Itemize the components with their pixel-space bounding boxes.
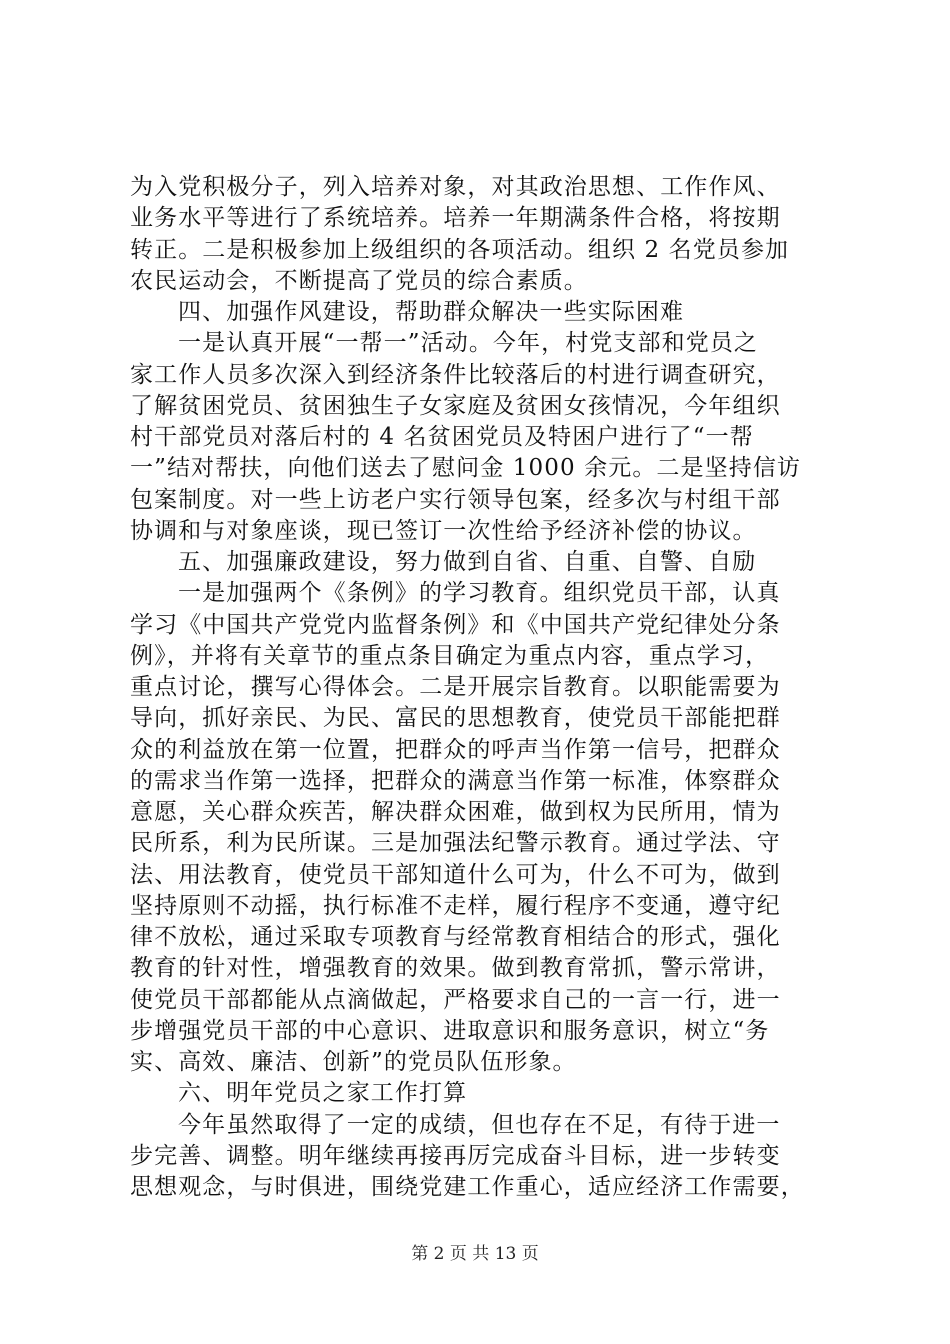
text-line: 一”结对帮扶，向他们送去了慰问金 1000 余元。二是坚持信访 xyxy=(130,455,802,481)
text-line: 步完善、调整。明年继续再接再厉完成奋斗目标，进一步转变 xyxy=(130,1143,781,1169)
text-line: 一是加强两个《条例》的学习教育。组织党员干部，认真 xyxy=(178,580,781,606)
text-line: 协调和与对象座谈，现已签订一次性给予经济补偿的协议。 xyxy=(130,518,757,544)
text-line: 教育的针对性，增强教育的效果。做到教育常抓，警示常讲， xyxy=(130,955,781,981)
page-number-footer: 第 2 页 共 13 页 xyxy=(411,1244,539,1264)
text-line: 今年虽然取得了一定的成绩，但也存在不足，有待于进一 xyxy=(178,1112,781,1138)
text-line: 众的利益放在第一位置，把群众的呼声当作第一信号，把群众 xyxy=(130,737,781,763)
text-line: 步增强党员干部的中心意识、进取意识和服务意识，树立“务 xyxy=(130,1018,770,1044)
text-line: 一是认真开展“一帮一”活动。今年，村党支部和党员之 xyxy=(178,330,759,356)
text-line: 了解贫困党员、贫困独生子女家庭及贫困女孩情况，今年组织 xyxy=(130,393,781,419)
text-line: 学习《中国共产党党内监督条例》和《中国共产党纪律处分条 xyxy=(130,612,781,638)
section-heading: 五、加强廉政建设，努力做到自省、自重、自警、自励 xyxy=(178,549,757,575)
text-line: 为入党积极分子，列入培养对象，对其政治思想、工作作风、 xyxy=(130,174,781,200)
text-line: 重点讨论，撰写心得体会。二是开展宗旨教育。以职能需要为 xyxy=(130,674,781,700)
section-heading: 四、加强作风建设，帮助群众解决一些实际困难 xyxy=(178,299,685,325)
text-line: 导向，抓好亲民、为民、富民的思想教育，使党员干部能把群 xyxy=(130,705,781,731)
text-line: 法、用法教育，使党员干部知道什么可为，什么不可为，做到 xyxy=(130,862,781,888)
text-line: 包案制度。对一些上访老户实行领导包案，经多次与村组干部 xyxy=(130,487,781,513)
text-line: 村干部党员对落后村的 4 名贫困党员及特困户进行了“一帮 xyxy=(130,424,754,450)
text-line: 意愿，关心群众疾苦，解决群众困难，做到权为民所用，情为 xyxy=(130,799,781,825)
text-line: 实、高效、廉洁、创新”的党员队伍形象。 xyxy=(130,1049,577,1075)
text-line: 律不放松，通过采取专项教育与经常教育相结合的形式，强化 xyxy=(130,924,781,950)
text-line: 使党员干部都能从点滴做起，严格要求自己的一言一行，进一 xyxy=(130,987,781,1013)
text-line: 思想观念，与时俱进，围绕党建工作重心，适应经济工作需要， xyxy=(130,1174,805,1200)
section-heading: 六、明年党员之家工作打算 xyxy=(178,1080,468,1106)
text-line: 例》，并将有关章节的重点条目确定为重点内容，重点学习， xyxy=(130,643,770,669)
text-line: 业务水平等进行了系统培养。培养一年期满条件合格，将按期 xyxy=(130,205,781,231)
text-line: 农民运动会，不断提高了党员的综合素质。 xyxy=(130,268,588,294)
text-line: 的需求当作第一选择，把群众的满意当作第一标准，体察群众 xyxy=(130,768,781,794)
text-line: 家工作人员多次深入到经济条件比较落后的村进行调查研究， xyxy=(130,362,781,388)
text-line: 坚持原则不动摇，执行标准不走样，履行程序不变通，遵守纪 xyxy=(130,893,781,919)
text-line: 民所系，利为民所谋。三是加强法纪警示教育。通过学法、守 xyxy=(130,830,781,856)
text-line: 转正。二是积极参加上级组织的各项活动。组织 2 名党员参加 xyxy=(130,237,790,263)
